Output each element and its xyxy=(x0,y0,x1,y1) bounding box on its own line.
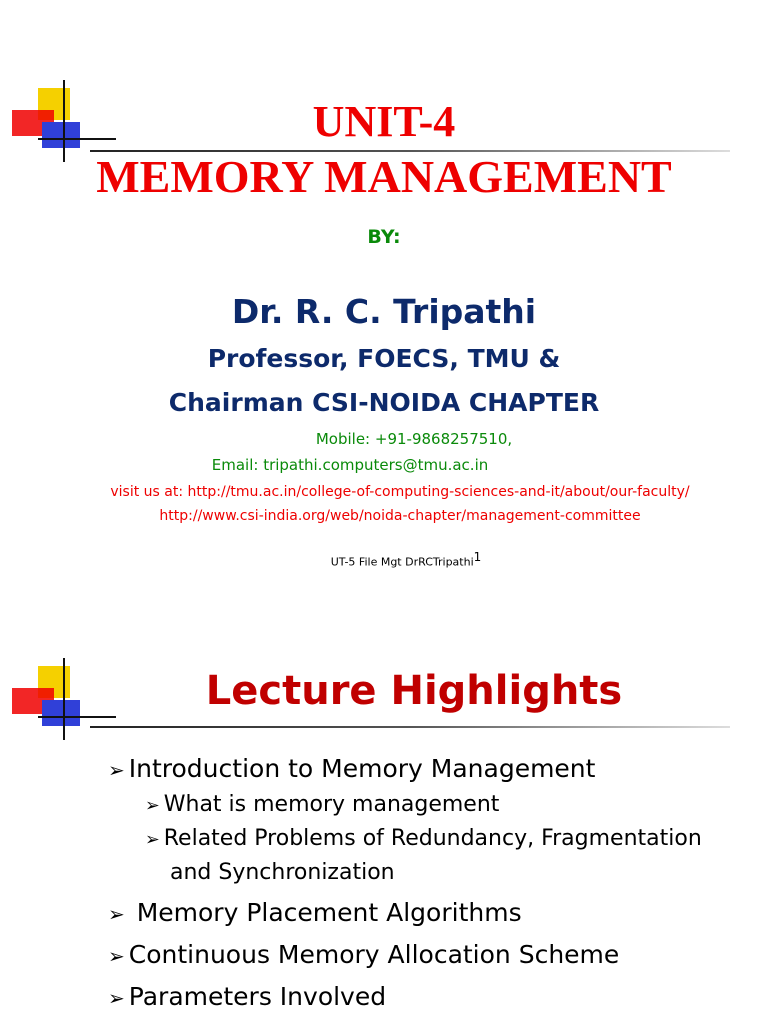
author-chairman: Chairman CSI-NOIDA CHAPTER xyxy=(168,388,600,417)
arrow-bullet-icon: ➢ xyxy=(145,830,160,850)
slide-footer xyxy=(0,550,768,569)
list-item: ➢ Continuous Memory Allocation Scheme xyxy=(108,940,620,969)
arrow-bullet-icon: ➢ xyxy=(108,986,125,1010)
mobile-number: Mobile: +91-9868257510, xyxy=(315,430,513,448)
lecture-highlights-title: Lecture Highlights xyxy=(205,668,623,714)
arrow-bullet-icon: ➢ xyxy=(108,758,125,782)
arrow-bullet-icon: ➢ xyxy=(108,944,125,968)
memory-management-title: MEMORY MANAGEMENT xyxy=(96,151,672,202)
list-item-continuation: and Synchronization xyxy=(170,860,395,885)
list-item: ➢ Memory Placement Algorithms xyxy=(108,898,522,927)
csi-link[interactable]: http://www.csi-india.org/web/noida-chapter/management-committee xyxy=(159,508,641,524)
author-position: Professor, FOECS, TMU & xyxy=(207,344,561,373)
footer-text: UT-5 File Mgt DrRCTripathi xyxy=(330,555,474,569)
arrow-bullet-icon: ➢ xyxy=(108,902,125,926)
author-name: Dr. R. C. Tripathi xyxy=(231,292,537,331)
list-item: ➢ Related Problems of Redundancy, Fragmentation xyxy=(145,826,702,851)
unit-title: UNIT-4 xyxy=(312,97,456,146)
list-item: ➢ What is memory management xyxy=(145,792,500,817)
faculty-link[interactable]: visit us at: http://tmu.ac.in/college-of-computing-sciences-and-it/about/our-faculty/ xyxy=(110,484,690,500)
highlights-divider xyxy=(90,726,730,728)
list-item: ➢ Introduction to Memory Management xyxy=(108,754,596,783)
arrow-bullet-icon: ➢ xyxy=(145,796,160,816)
by-label: BY: xyxy=(367,226,401,248)
email-address: Email: tripathi.computers@tmu.ac.in xyxy=(211,456,489,474)
page-number: 1 xyxy=(473,550,482,564)
list-item: ➢ Parameters Involved xyxy=(108,982,387,1011)
